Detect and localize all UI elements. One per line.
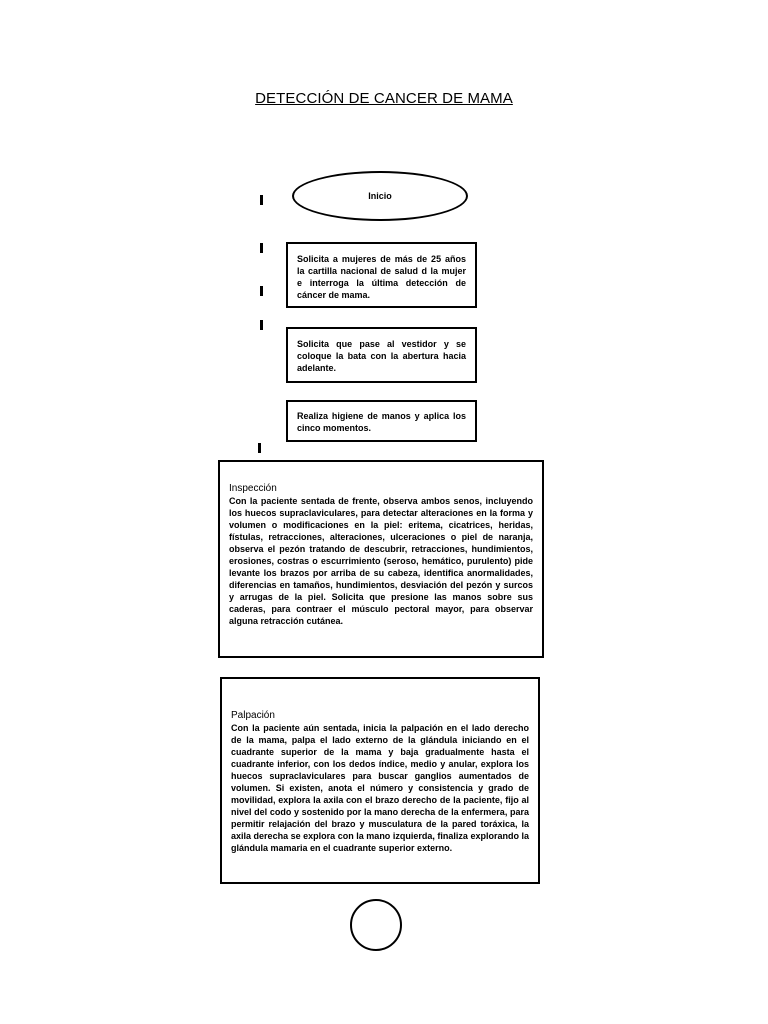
inspection-box — [218, 460, 544, 658]
step-box-3: Realiza higiene de manos y aplica los cinco momentos. — [286, 400, 477, 442]
marker-tick — [258, 443, 261, 453]
inspection-text: Con la paciente sentada de frente, observa ambos senos, incluyendo los huecos supraclaviculares, para detectar alteraciones en la forma y volumen o modificaciones en la piel: eritema, cicatrices, heridas, fístulas, retracciones, alteraciones, ulceraciones o piel de naranja, observa el pezón tratando de descubrir, retracciones, hundimientos, erosiones, costras o escurrimiento (seroso, hemático, purulento) pide levante los brazos por arriba de su cabeza, identifica anormalidades, diferencias en tamaños, hundimientos, desviación del pezón y surcos y arrugas de la piel. Solicita que presione las manos sobre sus caderas, para contraer el músculo pectoral mayor, para observar alguna retracción cutánea. — [229, 496, 533, 626]
start-label: Inicio — [368, 191, 392, 201]
marker-tick — [260, 286, 263, 296]
start-node — [292, 171, 468, 221]
palpation-text: Con la paciente aún sentada, inicia la palpación en el lado derecho de la mama, palpa el lado externo de la glándula iniciando en el cuadrante superior de la mama y baja gradualmente hasta el cuadrante inferior, con los dedos índice, medio y anular, explora los huecos supraclaviculares para buscar ganglios aumentados de volumen. Si existen, anota el número y consistencia y grado de movilidad, explora la axila con el brazo derecho de la paciente, fijo al nivel del codo y sostenido por la mano derecha de la enfermera, para permitir relajación del brazo y musculatura de la pared toráxica, la axila derecha se explora con la mano izquierda, finaliza explorando la glándula mamaria en el cuadrante superior externo. — [231, 723, 529, 853]
step-box-2: Solicita que pase al vestidor y se coloque la bata con la abertura hacia adelante. — [286, 327, 477, 383]
page-title: DETECCIÓN DE CANCER DE MAMA — [255, 90, 513, 107]
marker-tick — [260, 243, 263, 253]
marker-tick — [260, 195, 263, 205]
end-node — [350, 899, 402, 951]
inspection-heading: Inspección — [229, 483, 277, 494]
step-box-1: Solicita a mujeres de más de 25 años la cartilla nacional de salud d la mujer e interroga la última detección de cáncer de mama. — [286, 242, 477, 308]
palpation-box — [220, 677, 540, 884]
marker-tick — [260, 320, 263, 330]
palpation-heading: Palpación — [231, 710, 275, 721]
